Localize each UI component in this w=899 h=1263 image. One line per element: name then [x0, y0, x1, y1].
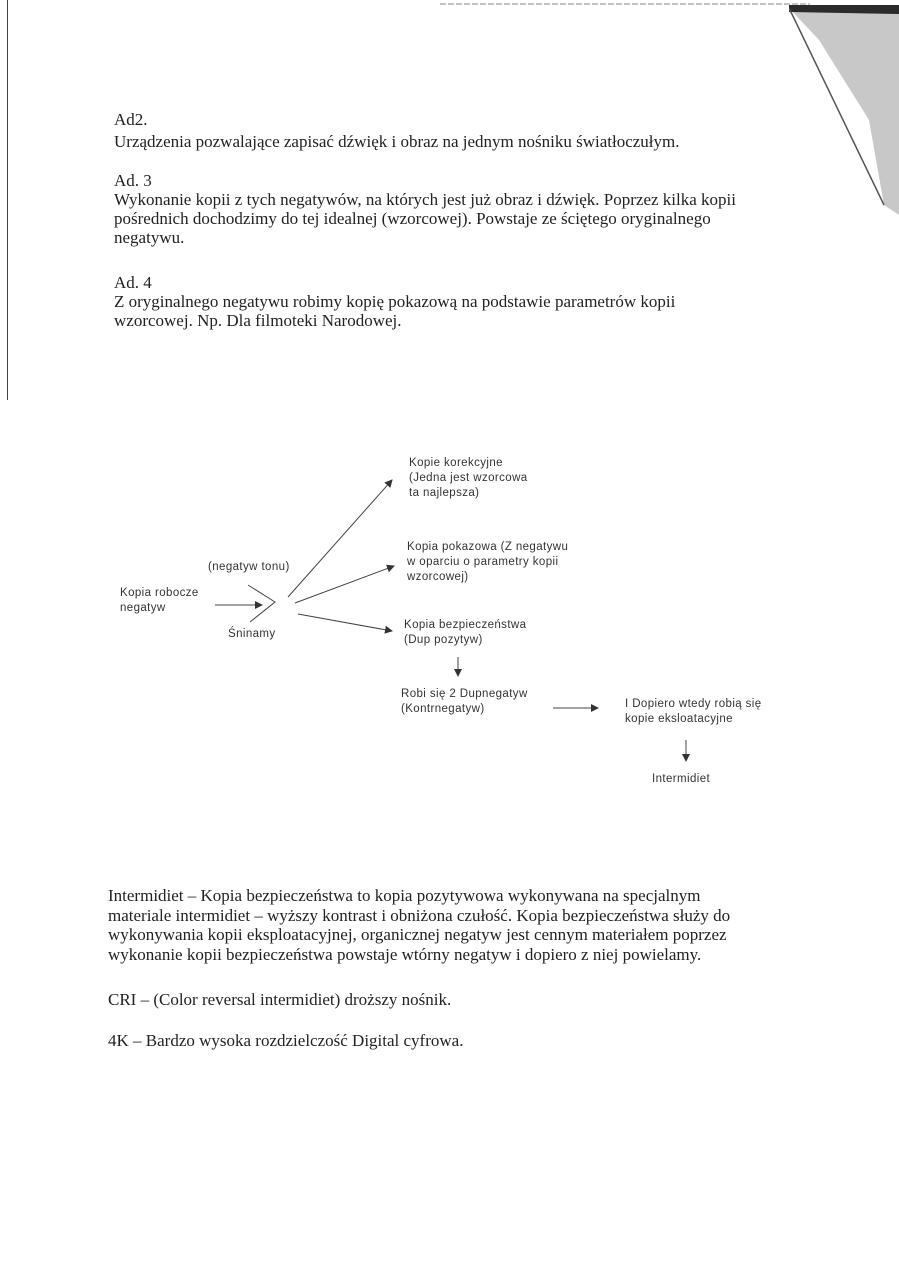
label-line: w oparciu o parametry kopii — [407, 556, 559, 568]
section-heading: Ad. 4 — [114, 273, 152, 292]
label-line: wzorcowej) — [407, 571, 469, 583]
label-line: Kopia pokazowa (Z negatywu — [407, 541, 569, 553]
text-line: Intermidiet – Kopia bezpieczeństwa to kopia pozytywowa wykonywana na specjalnym — [108, 886, 701, 905]
text-line: wykonywania kopii eksploatacyjnej, organicznej negatyw jest cennym materiałem poprzez — [108, 925, 727, 944]
label-dopiero — [625, 697, 762, 727]
text-line: negatywu. — [114, 228, 185, 247]
label-intermidiet: Intermidiet — [652, 773, 711, 785]
text-line: Urządzenia pozwalające zapisać dźwięk i obraz na jednym nośniku światłoczułym. — [114, 132, 680, 151]
text-line: pośrednich dochodzimy do tej idealnej (wzorcowej). Powstaje ze ściętego oryginalnego — [114, 209, 711, 228]
label-line: Robi się 2 Dupnegatyw — [401, 688, 528, 700]
text-line: wykonanie kopii bezpieczeństwa powstaje wtórny negatyw i dopiero z niej powielamy. — [108, 944, 702, 964]
label-negatyw-tonu: (negatyw tonu) — [208, 561, 290, 573]
text-line: wzorcowej. Np. Dla filmoteki Narodowej. — [114, 311, 402, 330]
label-kopia-bezpieczenstwa — [404, 618, 526, 648]
label-line: (Dup pozytyw) — [404, 634, 483, 646]
label-robi-sie — [401, 687, 528, 717]
label-line: Kopia bezpieczeństwa — [404, 619, 527, 631]
arrow-to-kopia-bezpieczenstwa — [298, 614, 392, 631]
section-heading: Ad. 3 — [114, 171, 152, 190]
text-line: Z oryginalnego negatywu robimy kopię pokazową na podstawie parametrów kopii — [114, 292, 676, 311]
label-line: (Jedna jest wzorcowa — [409, 472, 528, 484]
label-line: Kopie korekcyjne — [409, 457, 503, 469]
label-line: kopie eksloatacyjne — [625, 713, 733, 725]
chevron-mark — [248, 585, 275, 622]
text-line: 4K – Bardzo wysoka rozdzielczość Digital cyfrowa. — [108, 1031, 464, 1050]
label-line: (Kontrnegatyw) — [401, 703, 485, 715]
label-kopia-robocze — [120, 586, 199, 616]
text-line: CRI – (Color reversal intermidiet) droższy nośnik. — [108, 990, 452, 1009]
label-line: I Dopiero wtedy robią się — [625, 698, 762, 710]
label-sninamy: Śninamy — [228, 628, 276, 640]
section-heading: Ad2. — [114, 110, 148, 129]
definition-intermidiet — [108, 886, 730, 964]
label-kopia-pokazowa — [407, 540, 568, 585]
text-line: materiale intermidiet – wyższy kontrast i obniżona czułość. Kopia bezpieczeństwa służy do — [108, 905, 731, 925]
label-line: ta najlepsza) — [409, 487, 480, 499]
label-kopie-korekcyjne — [409, 456, 528, 501]
text-line: Wykonanie kopii z tych negatywów, na których jest już obraz i dźwięk. Poprzez kilka kopii — [114, 190, 736, 209]
arrow-to-kopie-korekcyjne — [288, 480, 392, 597]
definition-4k — [108, 1031, 463, 1051]
label-line: Kopia robocze — [120, 587, 199, 599]
label-line: negatyw — [120, 602, 166, 614]
arrow-to-kopia-pokazowa — [295, 566, 394, 603]
definition-cri — [108, 990, 451, 1010]
